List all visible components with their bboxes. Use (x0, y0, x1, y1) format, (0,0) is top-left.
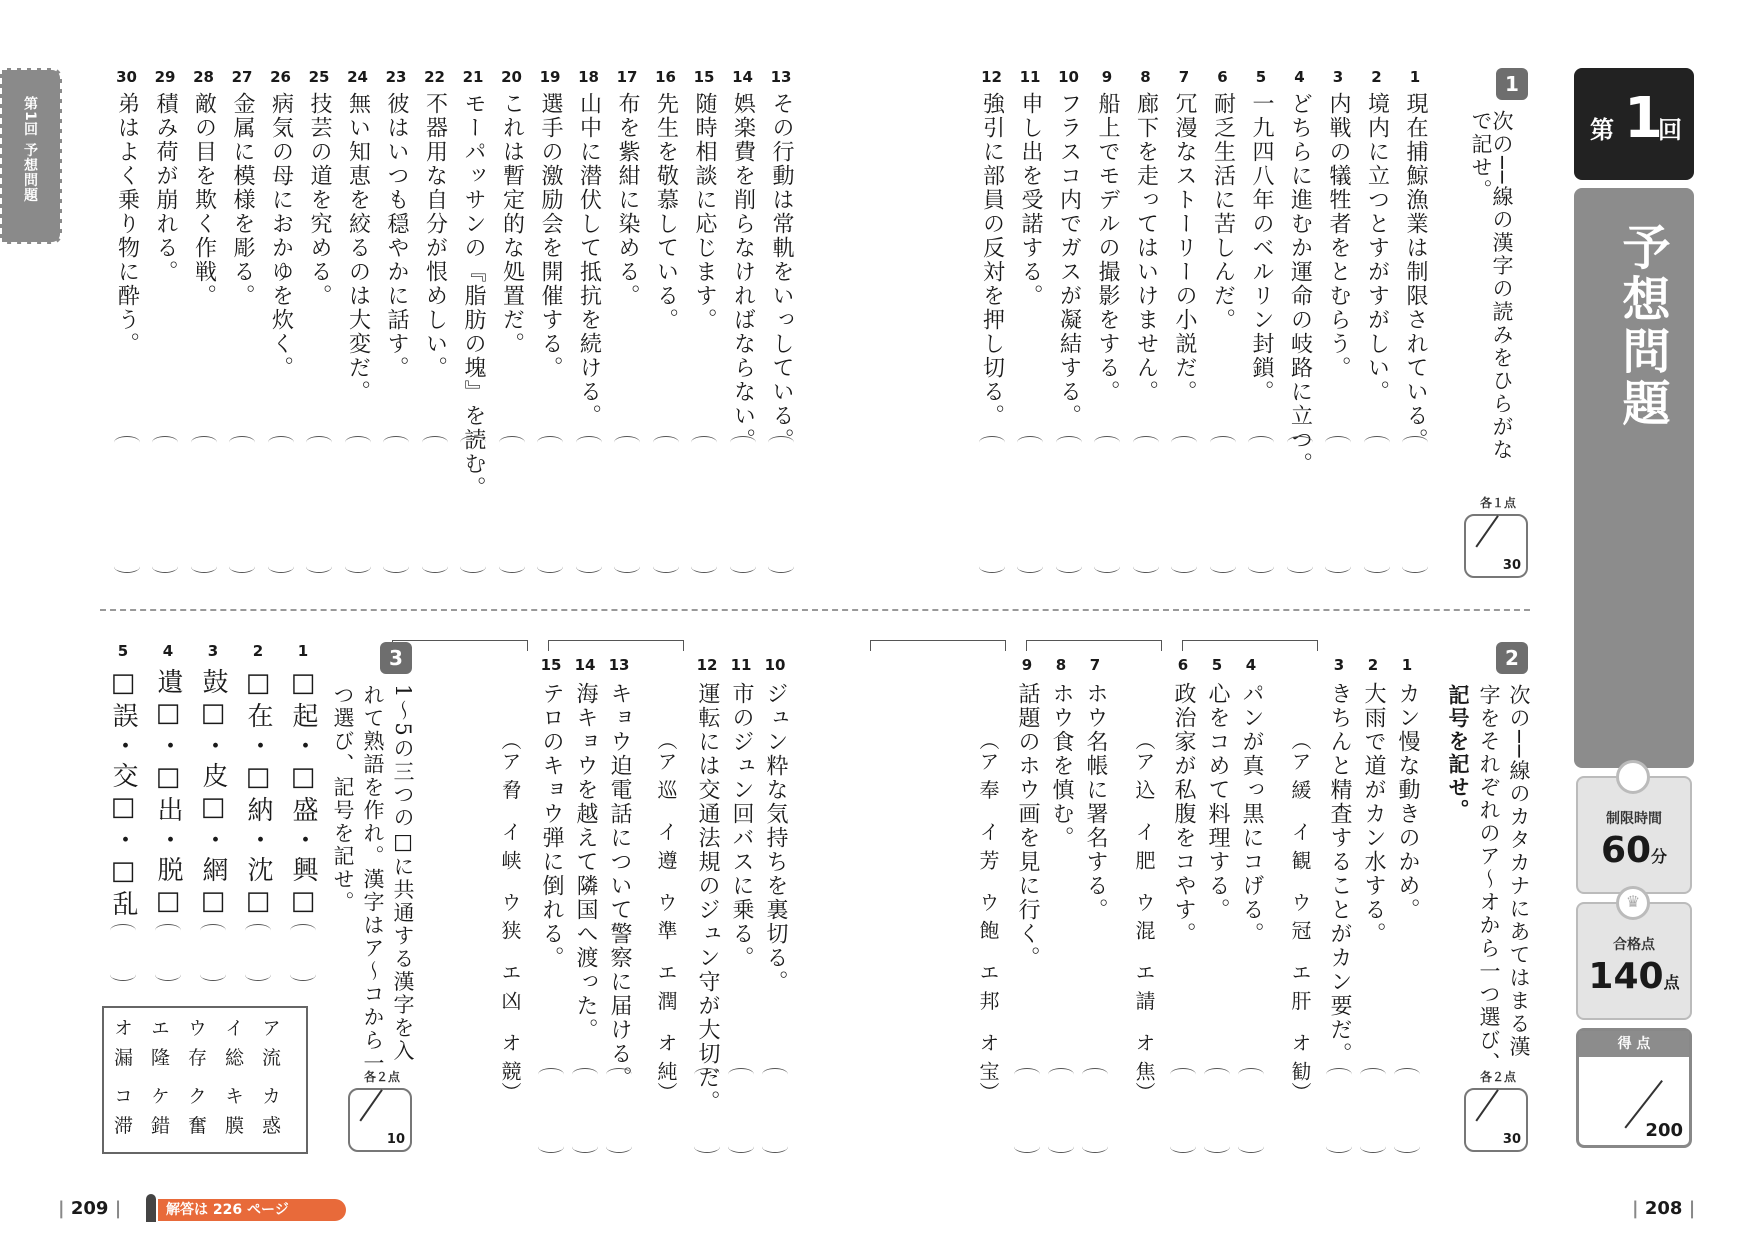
title-band (1574, 188, 1694, 768)
question-text: 運転には交通法規のジュン守が大切だ。 (695, 682, 720, 1114)
answer-paren-close (110, 968, 136, 981)
choice-item: コ 滞 (111, 1086, 133, 1137)
question-number: 10 (1058, 68, 1079, 86)
question-number: 16 (655, 68, 676, 86)
answer-paren-close (1287, 560, 1313, 573)
question-number: 7 (1089, 656, 1101, 674)
answer-paren-open (229, 436, 255, 449)
question-text: 不器用な自分が恨めしい。 (422, 92, 448, 380)
question-number: 9 (1021, 656, 1033, 674)
question-number: 24 (347, 68, 368, 86)
round-badge (1574, 68, 1694, 180)
answer-paren-close (1014, 1140, 1040, 1153)
answer-paren-close (572, 1140, 598, 1153)
question-text: 申し出を受諾する。 (1018, 92, 1043, 308)
choice-list: （ア 緩 イ 観 ウ 冠 エ 肝 オ 勧） (1288, 730, 1312, 1103)
question-number: 15 (693, 68, 715, 86)
question-text: ホウ名帳に署名する。 (1083, 682, 1108, 922)
divider (100, 609, 1530, 611)
question-number: 26 (270, 68, 291, 86)
question-number: 5 (1255, 68, 1267, 86)
question-number: 14 (732, 68, 753, 86)
question-text: 彼はいつも穏やかに話す。 (384, 92, 409, 380)
choice-item: カ 惑 (259, 1086, 281, 1137)
question-number: 7 (1178, 68, 1190, 86)
answer-paren-close (345, 560, 371, 573)
question-text: 積み荷が崩れる。 (153, 92, 178, 284)
question-number: 2 (252, 642, 264, 660)
answer-paren-open (1238, 1068, 1264, 1081)
question-text: パンが真っ黒にコげる。 (1239, 682, 1264, 946)
answer-paren-close (152, 560, 178, 573)
score-total: 200 (1645, 1120, 1683, 1141)
time-value: 60 (1600, 830, 1652, 871)
question-text: 耐乏生活に苦しんだ。 (1210, 92, 1236, 332)
section-2-badge: 2 (1496, 642, 1528, 674)
answer-paren-open (191, 436, 217, 449)
answer-paren-close (576, 560, 602, 573)
question-number: 2 (1367, 656, 1379, 674)
section-2-instruction-1: 次の──線のカタカナにあてはまる漢 (1507, 684, 1531, 1059)
question-text: ジュン粋な気持ちを裏切る。 (763, 682, 788, 994)
answer-paren-open (1402, 436, 1428, 449)
question-text: 境内に立つとすがすがしい。 (1364, 92, 1390, 404)
question-text: 大雨で道がカン水する。 (1361, 682, 1386, 946)
question-text: 娯楽費を削らなければならない。 (730, 92, 756, 452)
question-text: 強引に部員の反対を押し切る。 (979, 92, 1005, 428)
answer-paren-close (691, 560, 717, 573)
question-text: 現在捕鯨漁業は制限されている。 (1403, 92, 1428, 452)
question-number: 1 (297, 642, 309, 660)
question-number: 6 (1177, 656, 1189, 674)
question-text: 技芸の道を究める。 (307, 92, 332, 308)
answer-paren-open (306, 436, 332, 449)
answer-paren-open (653, 436, 679, 449)
answer-reference: 解答は 226 ページ (158, 1199, 346, 1221)
question-number: 13 (770, 68, 792, 86)
question-text: 船上でモデルの撮影をする。 (1095, 92, 1120, 404)
answer-paren-open (1394, 1068, 1420, 1081)
answer-paren-open (762, 1068, 788, 1081)
answer-paren-close (1133, 560, 1159, 573)
answer-paren-close (114, 560, 140, 573)
answer-paren-open (1017, 436, 1043, 449)
section-3-instruction-3: つ選び、記号を記せ。 (331, 684, 355, 914)
choice-item: オ 漏 (111, 1018, 133, 1069)
question-text: キョウ迫電話について警察に届ける。 (607, 682, 632, 1090)
pass-unit: 点 (1663, 973, 1680, 992)
divider-bar: | (1688, 1198, 1696, 1219)
pencil-icon (146, 1194, 156, 1222)
round-prefix: 第 (1590, 116, 1614, 144)
question-number: 10 (764, 656, 786, 674)
question-number: 9 (1101, 68, 1113, 86)
answer-paren-close (1170, 1140, 1196, 1153)
answer-paren-close (191, 560, 217, 573)
choice-bracket (392, 640, 528, 651)
question-text: テロのキョウ弾に倒れる。 (539, 682, 564, 970)
section-1-instruction: 次の──線の漢字の読みをひらがなで記せ。 (1469, 110, 1514, 462)
question-number: 18 (578, 68, 599, 86)
question-text: 心をコめて料理する。 (1205, 682, 1230, 922)
section-2-points-label: 各２点 (1479, 1070, 1516, 1084)
answer-paren-open (290, 924, 316, 937)
question-text: その行動は常軌をいっしている。 (769, 92, 794, 452)
answer-paren-open (345, 436, 371, 449)
question-number: 21 (462, 68, 484, 86)
side-tab (0, 68, 62, 244)
choice-item: ク 奮 (185, 1086, 207, 1137)
question-text: 弟はよく乗り物に酔う。 (114, 92, 140, 356)
answer-paren-close (1048, 1140, 1074, 1153)
question-number: 11 (730, 656, 752, 674)
time-label: 制限時間 (1606, 811, 1662, 827)
crown-icon: ♛ (1616, 886, 1650, 920)
answer-paren-open (1210, 436, 1236, 449)
question-text: 敵の目を欺く作戦。 (191, 92, 217, 308)
question-number: 22 (424, 68, 445, 86)
question-number: 25 (308, 68, 330, 86)
answer-paren-open (537, 436, 563, 449)
answer-paren-close (155, 968, 181, 981)
question-text: フラスコ内でガスが凝結する。 (1056, 92, 1082, 428)
answer-paren-open (768, 436, 794, 449)
answer-paren-open (1326, 1068, 1352, 1081)
answer-paren-open (152, 436, 178, 449)
question-number: 29 (154, 68, 176, 86)
round-number: 1 (1624, 86, 1663, 151)
choice-row-2 (112, 1086, 302, 1146)
section-3-points-total: 10 (386, 1132, 405, 1147)
choice-list: （ア 奉 イ 芳 ウ 飽 エ 邦 オ 宝） (976, 730, 1000, 1103)
answer-paren-close (383, 560, 409, 573)
answer-paren-open (1360, 1068, 1386, 1081)
answer-paren-close (499, 560, 525, 573)
choice-bracket (1182, 640, 1318, 651)
section-3-choice-box (102, 1006, 308, 1154)
answer-paren-open (606, 1068, 632, 1081)
question-number: 3 (1333, 656, 1345, 674)
answer-paren-close (537, 560, 563, 573)
choice-list: （ア 込 イ 肥 ウ 混 エ 請 オ 焦） (1132, 730, 1156, 1103)
question-text: モーパッサンの『脂肪の塊』を読む。 (461, 92, 486, 500)
question-text: 選手の激励会を開催する。 (538, 92, 563, 380)
answer-paren-open (1170, 1068, 1196, 1081)
question-text: ホウ食を慎む。 (1049, 682, 1074, 850)
answer-paren-open (728, 1068, 754, 1081)
score-box (1576, 1028, 1692, 1148)
question-text: □在・□納・沈□ (243, 668, 273, 920)
answer-paren-close (694, 1140, 720, 1153)
section-1-points-total: 30 (1502, 558, 1521, 573)
choice-item: キ 膜 (222, 1086, 244, 1137)
answer-paren-open (1133, 436, 1159, 449)
answer-paren-close (290, 968, 316, 981)
answer-paren-open (730, 436, 756, 449)
question-number: 14 (574, 656, 596, 674)
question-text: 政治家が私腹をコやす。 (1171, 682, 1196, 946)
answer-paren-open (1204, 1068, 1230, 1081)
choice-bracket (548, 640, 684, 651)
choice-bracket (870, 640, 1006, 651)
divider-bar: | (58, 1198, 65, 1219)
question-text: 布を紫紺に染める。 (615, 92, 640, 308)
question-number: 5 (117, 642, 129, 660)
answer-paren-close (245, 968, 271, 981)
choice-item: イ 総 (222, 1018, 244, 1069)
answer-paren-open (1014, 1068, 1040, 1081)
question-number: 12 (696, 656, 718, 674)
answer-paren-close (538, 1140, 564, 1153)
question-text: 随時相談に応じます。 (692, 92, 717, 332)
answer-paren-open (268, 436, 294, 449)
answer-paren-close (606, 1140, 632, 1153)
answer-paren-open (1082, 1068, 1108, 1081)
answer-paren-close (1171, 560, 1197, 573)
answer-paren-open (572, 1068, 598, 1081)
left-page-number: 209 (70, 1198, 109, 1219)
pass-label: 合格点 (1613, 937, 1655, 953)
answer-paren-close (1210, 560, 1236, 573)
question-number: 8 (1140, 68, 1151, 86)
answer-paren-open (1287, 436, 1313, 449)
slash (1475, 515, 1498, 547)
choice-bracket (1026, 640, 1162, 651)
section-2-points-total: 30 (1502, 1132, 1521, 1147)
answer-paren-open (110, 924, 136, 937)
answer-paren-close (762, 1140, 788, 1153)
footer-left (58, 1198, 121, 1219)
answer-paren-open (422, 436, 448, 449)
answer-paren-close (1402, 560, 1428, 573)
answer-paren-open (114, 436, 140, 449)
question-text: 金属に模様を彫る。 (230, 92, 255, 308)
answer-paren-close (460, 560, 486, 573)
choice-item: エ 隆 (148, 1018, 170, 1069)
section-3-points-label: 各２点 (363, 1070, 400, 1084)
section-2-instruction-3: 記号を記せ。 (1446, 684, 1471, 822)
question-number: 1 (1409, 68, 1421, 86)
choice-item: ア 流 (259, 1018, 281, 1069)
choice-item: ケ 錯 (148, 1086, 170, 1137)
right-page-number: 208 (1644, 1198, 1683, 1219)
answer-paren-open (1364, 436, 1390, 449)
section-3-instruction-1: 1～5の三つの□に共通する漢字を入 (391, 684, 415, 1063)
question-number: 27 (231, 68, 253, 86)
question-number: 5 (1211, 656, 1223, 674)
question-number: 6 (1217, 68, 1228, 86)
question-number: 30 (116, 68, 137, 86)
answer-paren-open (460, 436, 486, 449)
slash (1475, 1089, 1498, 1121)
side-tab-label: 第1回 予想問題 (22, 96, 38, 203)
divider-bar: | (1632, 1198, 1639, 1219)
question-text: 先生を敬慕している。 (653, 92, 679, 332)
answer-paren-close (728, 1140, 754, 1153)
answer-paren-close (730, 560, 756, 573)
answer-paren-close (1360, 1140, 1386, 1153)
answer-paren-close (1326, 1140, 1352, 1153)
slash (359, 1089, 382, 1121)
answer-paren-open (155, 924, 181, 937)
time-unit: 分 (1651, 847, 1668, 866)
answer-paren-open (1325, 436, 1351, 449)
question-text: 内戦の犠牲者をとむらう。 (1326, 92, 1351, 380)
question-number: 12 (981, 68, 1002, 86)
section-1-score (1464, 496, 1528, 578)
question-number: 4 (162, 642, 174, 660)
question-number: 15 (540, 656, 562, 674)
question-text: 海キョウを越えて隣国へ渡った。 (573, 682, 598, 1042)
answer-paren-close (979, 560, 1005, 573)
time-limit-box (1576, 776, 1692, 894)
question-text: 山中に潜伏して抵抗を続ける。 (576, 92, 602, 428)
answer-paren-open (576, 436, 602, 449)
answer-paren-open (200, 924, 226, 937)
question-text: 話題のホウ画を見に行く。 (1015, 682, 1040, 970)
answer-paren-close (422, 560, 448, 573)
section-3-instruction-2: れて熟語を作れ。漢字はア～コから一 (361, 684, 385, 1075)
answer-paren-close (1204, 1140, 1230, 1153)
question-number: 2 (1371, 68, 1382, 86)
question-text: 冗漫なストーリーの小説だ。 (1172, 92, 1197, 404)
answer-paren-open (245, 924, 271, 937)
question-number: 28 (193, 68, 214, 86)
answer-paren-open (614, 436, 640, 449)
answer-paren-close (306, 560, 332, 573)
section-1-points-label: 各１点 (1479, 496, 1516, 510)
section-3-badge: 3 (380, 642, 412, 674)
question-number: 3 (1332, 68, 1344, 86)
question-text: 無い知恵を絞るのは大変だ。 (345, 92, 371, 404)
answer-paren-open (1056, 436, 1082, 449)
choice-list: （ア 巡 イ 遵 ウ 準 エ 潤 オ 純） (654, 730, 678, 1103)
question-number: 11 (1019, 68, 1041, 86)
answer-paren-close (1394, 1140, 1420, 1153)
question-number: 3 (207, 642, 219, 660)
choice-list: （ア 脅 イ 峡 ウ 狭 エ 凶 オ 競） (498, 730, 522, 1103)
answer-paren-close (653, 560, 679, 573)
question-number: 4 (1245, 656, 1257, 674)
round-suffix: 回 (1658, 116, 1682, 144)
answer-paren-close (614, 560, 640, 573)
question-text: 鼓□・皮□・網□ (198, 668, 228, 920)
answer-paren-close (1248, 560, 1274, 573)
question-text: □誤・交□・□乱 (108, 668, 138, 920)
answer-paren-close (200, 968, 226, 981)
question-number: 4 (1294, 68, 1305, 86)
question-number: 20 (501, 68, 522, 86)
question-text: 病気の母におかゆを炊く。 (268, 92, 294, 380)
question-number: 1 (1401, 656, 1413, 674)
answer-paren-open (538, 1068, 564, 1081)
question-text: 遺□・□出・脱□ (153, 668, 183, 920)
question-text: どちらに進むか運命の岐路に立つ。 (1287, 92, 1313, 476)
divider-bar: | (114, 1198, 122, 1219)
question-text: これは暫定的な処置だ。 (499, 92, 525, 356)
answer-paren-close (1017, 560, 1043, 573)
question-number: 8 (1055, 656, 1067, 674)
answer-paren-close (1238, 1140, 1264, 1153)
answer-paren-close (229, 560, 255, 573)
answer-paren-close (1364, 560, 1390, 573)
choice-row-1 (112, 1018, 302, 1078)
question-number: 13 (608, 656, 630, 674)
choice-item: ウ 存 (185, 1018, 207, 1069)
question-number: 23 (385, 68, 407, 86)
question-text: きちんと精査することがカン要だ。 (1327, 682, 1352, 1066)
question-number: 17 (616, 68, 638, 86)
pass-score-box (1576, 892, 1692, 1020)
clock-icon (1616, 760, 1650, 794)
section-2-score (1464, 1070, 1528, 1152)
answer-paren-open (1048, 1068, 1074, 1081)
answer-paren-close (1094, 560, 1120, 573)
answer-paren-close (1082, 1140, 1108, 1153)
answer-paren-open (694, 1068, 720, 1081)
answer-paren-open (499, 436, 525, 449)
answer-paren-close (768, 560, 794, 573)
section-2-instruction-2: 字をそれぞれのア～オから一つ選び、 (1477, 684, 1501, 1075)
section-1-badge: 1 (1496, 68, 1528, 100)
answer-paren-open (1248, 436, 1274, 449)
answer-paren-open (691, 436, 717, 449)
answer-paren-open (1094, 436, 1120, 449)
answer-paren-close (1056, 560, 1082, 573)
footer-right (1632, 1198, 1695, 1219)
pass-value: 140 (1588, 956, 1664, 997)
score-label: 得 点 (1579, 1031, 1689, 1057)
question-text: 市のジュン回バスに乗る。 (729, 682, 754, 970)
answer-paren-open (979, 436, 1005, 449)
question-text: カン慢な動きのかめ。 (1395, 682, 1420, 922)
question-text: 一九四八年のベルリン封鎖。 (1249, 92, 1274, 404)
question-text: □起・□盛・興□ (288, 668, 318, 920)
answer-paren-close (268, 560, 294, 573)
section-3-score (348, 1070, 412, 1152)
answer-paren-open (383, 436, 409, 449)
page-title: 予想問題 (1614, 222, 1670, 430)
answer-paren-close (1325, 560, 1351, 573)
answer-paren-open (1171, 436, 1197, 449)
question-number: 19 (539, 68, 561, 86)
question-text: 廊下を走ってはいけません。 (1133, 92, 1159, 404)
